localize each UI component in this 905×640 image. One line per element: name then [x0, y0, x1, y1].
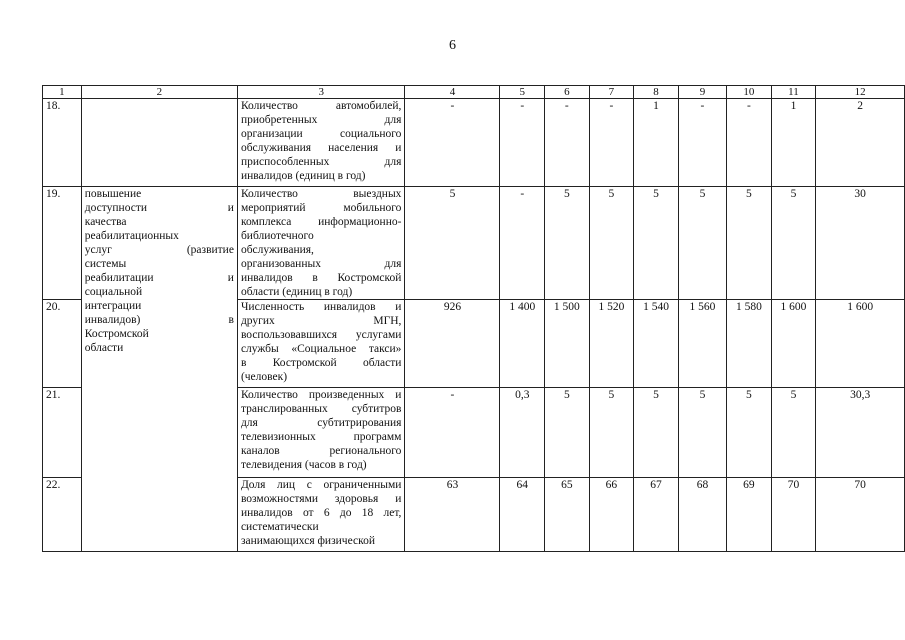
table-row [43, 99, 905, 187]
column-header: 12 [816, 86, 905, 99]
value-cell: 5 [589, 388, 634, 478]
value-cell: 1 400 [500, 300, 545, 388]
value-cell: 1 540 [634, 300, 679, 388]
text-line: занимающихся физической [240, 535, 375, 547]
value-cell: 68 [678, 478, 726, 552]
text-line: реабилитационных [84, 230, 179, 242]
value-cell: - [678, 99, 726, 187]
text-line: области [84, 342, 124, 354]
value-cell: 30 [816, 187, 905, 300]
value-cell: 1 [771, 99, 816, 187]
column-header: 10 [727, 86, 772, 99]
column-header: 6 [545, 86, 590, 99]
text-line: других МГН, [240, 315, 402, 327]
text-line: организованных для [240, 258, 402, 270]
value-cell: - [545, 99, 590, 187]
value-cell: 0,3 [500, 388, 545, 478]
text-line: транслированных субтитров [240, 403, 402, 415]
value-cell: 5 [678, 187, 726, 300]
text-line: воспользовавшихся услугами [240, 329, 402, 341]
text-line: социальной [84, 286, 143, 298]
value-cell: - [500, 187, 545, 300]
text-line: возможностями здоровья и [240, 493, 402, 505]
text-line: качества [84, 216, 127, 228]
value-cell: 70 [771, 478, 816, 552]
indicator-name [237, 300, 405, 388]
text-line: телевидения (часов в год) [240, 459, 367, 471]
value-cell: 1 520 [589, 300, 634, 388]
value-cell: 1 580 [727, 300, 772, 388]
indicator-name [237, 187, 405, 300]
text-line: интеграции [84, 300, 142, 312]
row-number: 18. [43, 99, 82, 187]
page-number: 6 [449, 38, 456, 53]
text-line: услуг (развитие [84, 244, 234, 256]
text-line: комплекса информационно- [240, 216, 402, 228]
value-cell: 65 [545, 478, 590, 552]
text-line: (человек) [240, 371, 288, 383]
value-cell: 5 [678, 388, 726, 478]
text-line: Численность инвалидов и [240, 301, 402, 313]
text-line: инвалидов в Костромской [240, 272, 402, 284]
value-cell: 1 500 [545, 300, 590, 388]
value-cell: 63 [405, 478, 500, 552]
value-cell: 5 [589, 187, 634, 300]
text-line: Доля лиц с ограниченными [240, 479, 402, 491]
text-line: каналов регионального [240, 445, 402, 457]
value-cell: - [727, 99, 772, 187]
text-line: области (единиц в год) [240, 286, 353, 298]
column-header: 7 [589, 86, 634, 99]
indicators-table [42, 85, 905, 552]
text-line: Количество автомобилей, [240, 100, 402, 112]
text-line: библиотечного [240, 230, 314, 242]
row-number: 22. [43, 478, 82, 552]
value-cell: 67 [634, 478, 679, 552]
indicator-name [237, 388, 405, 478]
text-line: организации социального [240, 128, 402, 140]
value-cell: - [589, 99, 634, 187]
row-number: 21. [43, 388, 82, 478]
text-line: Костромской [84, 328, 149, 340]
text-line: системы [84, 258, 127, 270]
text-line: обслуживания, [240, 244, 314, 256]
empty-cell [81, 99, 237, 187]
value-cell: 30,3 [816, 388, 905, 478]
text-line: реабилитации и [84, 272, 234, 284]
text-line: приобретенных для [240, 114, 402, 126]
value-cell: 5 [771, 388, 816, 478]
column-header: 1 [43, 86, 82, 99]
value-cell: 5 [634, 388, 679, 478]
text-line: для субтитрирования [240, 417, 402, 429]
value-cell: 5 [727, 388, 772, 478]
text-line: приспособленных для [240, 156, 402, 168]
indicator-name [237, 99, 405, 187]
text-line: обслуживания населения и [240, 142, 402, 154]
value-cell: 66 [589, 478, 634, 552]
value-cell: 2 [816, 99, 905, 187]
group-label [81, 187, 237, 552]
value-cell: 70 [816, 478, 905, 552]
value-cell: 64 [500, 478, 545, 552]
text-line: Количество выездных [240, 188, 402, 200]
value-cell: 5 [545, 388, 590, 478]
text-line: службы «Социальное такси» [240, 343, 402, 355]
value-cell: 1 600 [816, 300, 905, 388]
text-line: систематически [240, 521, 319, 533]
column-header: 9 [678, 86, 726, 99]
value-cell: 1 600 [771, 300, 816, 388]
row-number: 19. [43, 187, 82, 300]
value-cell: 1 560 [678, 300, 726, 388]
value-cell: 926 [405, 300, 500, 388]
text-line: телевизионных программ [240, 431, 402, 443]
column-header: 3 [237, 86, 405, 99]
text-line: доступности и [84, 202, 234, 214]
value-cell: - [500, 99, 545, 187]
value-cell: 5 [634, 187, 679, 300]
text-line: мероприятий мобильного [240, 202, 402, 214]
column-header: 5 [500, 86, 545, 99]
value-cell: 69 [727, 478, 772, 552]
value-cell: 5 [545, 187, 590, 300]
text-line: в Костромской области [240, 357, 402, 369]
column-header: 2 [81, 86, 237, 99]
value-cell: - [405, 99, 500, 187]
text-line: инвалидов) в [84, 314, 234, 326]
value-cell: 5 [727, 187, 772, 300]
value-cell: - [405, 388, 500, 478]
indicator-name [237, 478, 405, 552]
column-header: 4 [405, 86, 500, 99]
row-number: 20. [43, 300, 82, 388]
text-line: Количество произведенных и [240, 389, 402, 401]
column-number-row [43, 86, 905, 99]
text-line: повышение [84, 188, 142, 200]
text-line: инвалидов (единиц в год) [240, 170, 366, 182]
text-line: инвалидов от 6 до 18 лет, [240, 507, 402, 519]
value-cell: 1 [634, 99, 679, 187]
value-cell: 5 [405, 187, 500, 300]
table-row [43, 187, 905, 300]
column-header: 11 [771, 86, 816, 99]
value-cell: 5 [771, 187, 816, 300]
column-header: 8 [634, 86, 679, 99]
